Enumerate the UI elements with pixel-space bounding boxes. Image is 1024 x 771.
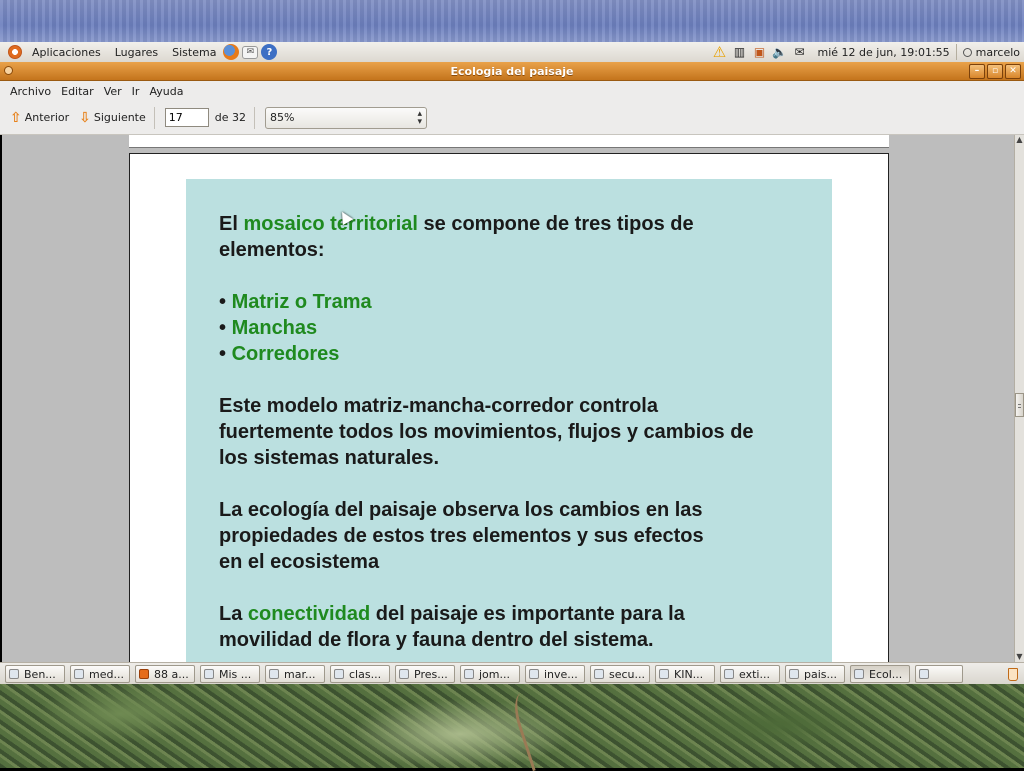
help-icon[interactable]: ? xyxy=(261,44,277,60)
slide-line: movilidad de flora y fauna dentro del sistema. xyxy=(219,629,654,651)
clock[interactable]: mié 12 de jun, 19:01:55 xyxy=(817,45,950,59)
slide-line: los sistemas naturales. xyxy=(219,447,440,469)
scroll-down-icon[interactable]: ▼ xyxy=(1016,652,1023,661)
updown-chevron-icon: ▴ ▾ xyxy=(417,108,423,127)
bullet-item: • Manchas xyxy=(219,317,318,339)
window-icon xyxy=(789,669,799,679)
slide-line xyxy=(219,211,819,237)
minimize-button[interactable]: – xyxy=(969,64,985,79)
arrow-up-icon: ⇧ xyxy=(10,109,22,126)
volume-icon[interactable]: 🔈 xyxy=(772,45,787,59)
applications-menu[interactable]: Aplicaciones xyxy=(32,45,101,59)
window-menu-icon[interactable] xyxy=(4,66,13,75)
scroll-thumb[interactable] xyxy=(1015,393,1024,417)
desktop-wallpaper-top xyxy=(0,0,1024,42)
firefox-icon[interactable] xyxy=(223,44,239,60)
menubar xyxy=(0,81,1024,101)
window-icon xyxy=(139,669,149,679)
window-icon xyxy=(594,669,604,679)
taskbar-item[interactable]: KIN... xyxy=(655,665,715,683)
window-icon xyxy=(724,669,734,679)
mail-notification-icon[interactable]: ✉ xyxy=(794,45,805,59)
window-icon xyxy=(269,669,279,679)
zoom-select[interactable] xyxy=(265,107,427,129)
menu-ir[interactable]: Ir xyxy=(131,84,140,98)
update-icon[interactable]: ▣ xyxy=(753,45,766,59)
slide-line: propiedades de estos tres elementos y sus efectos xyxy=(219,525,704,547)
window-icon xyxy=(659,669,669,679)
taskbar-item[interactable]: pais... xyxy=(785,665,845,683)
menu-ayuda[interactable]: Ayuda xyxy=(149,84,184,98)
panel-tray xyxy=(707,42,1024,62)
scroll-up-icon[interactable]: ▲ xyxy=(1016,135,1023,144)
maximize-button[interactable]: ▫ xyxy=(987,64,1003,79)
ubuntu-logo-icon[interactable] xyxy=(8,45,22,59)
network-icon[interactable]: ▥ xyxy=(733,45,746,59)
taskbar-item[interactable]: med... xyxy=(70,665,130,683)
document-view[interactable] xyxy=(2,135,1014,662)
toolbar-separator xyxy=(154,107,155,129)
toolbar xyxy=(0,101,1024,135)
text-run: se compone de tres tipos de xyxy=(417,213,694,235)
user-status-icon xyxy=(963,48,972,57)
slide xyxy=(186,179,832,662)
window-icon xyxy=(334,669,344,679)
slide-line: La ecología del paisaje observa los cambios en las xyxy=(219,499,703,521)
panel-separator xyxy=(956,44,957,60)
taskbar-item[interactable]: inve... xyxy=(525,665,585,683)
window-icon xyxy=(529,669,539,679)
window-icon xyxy=(854,669,864,679)
bullet-item: • Matriz o Trama xyxy=(219,291,372,313)
previous-page-edge xyxy=(129,135,889,148)
slide-line: La conectividad del paisaje es importante para la xyxy=(219,603,685,625)
menu-archivo[interactable]: Archivo xyxy=(10,84,52,98)
window-icon xyxy=(9,669,19,679)
top-panel xyxy=(0,42,1024,63)
document-page xyxy=(129,153,889,662)
taskbar-item[interactable]: clas... xyxy=(330,665,390,683)
slide-line: en el ecosistema xyxy=(219,551,380,573)
next-page-button[interactable] xyxy=(79,110,146,126)
warning-icon[interactable]: ⚠ xyxy=(712,43,727,61)
page-number-input[interactable] xyxy=(165,108,209,127)
slide-line: fuertemente todos los movimientos, flujos y cambios de xyxy=(219,421,754,443)
taskbar-item[interactable]: 88 a... xyxy=(135,665,195,683)
taskbar-item[interactable]: mar... xyxy=(265,665,325,683)
taskbar-item[interactable] xyxy=(915,665,963,683)
window-titlebar[interactable] xyxy=(0,62,1024,81)
places-menu[interactable]: Lugares xyxy=(114,45,159,59)
system-menu[interactable]: Sistema xyxy=(172,45,217,59)
window-icon xyxy=(204,669,214,679)
highlight-conectividad: conectividad xyxy=(247,603,371,625)
taskbar-item-active[interactable]: Ecol... xyxy=(850,665,910,683)
menu-editar[interactable]: Editar xyxy=(61,84,94,98)
slide-text xyxy=(219,211,819,653)
bullet-item: • Corredores xyxy=(219,343,340,365)
previous-page-label: Anterior xyxy=(24,111,70,124)
user-menu[interactable] xyxy=(963,46,1024,59)
window-icon xyxy=(919,669,929,679)
desktop-wallpaper-bottom xyxy=(0,684,1024,768)
vertical-scrollbar[interactable] xyxy=(1014,135,1024,662)
menu-ver[interactable]: Ver xyxy=(103,84,122,98)
highlight-mosaico: mosaico territorial xyxy=(243,213,418,235)
text-run: El xyxy=(219,213,244,235)
window-controls xyxy=(967,64,1021,79)
arrow-down-icon: ⇩ xyxy=(79,109,91,126)
window-icon xyxy=(74,669,84,679)
mail-client-icon[interactable]: ✉ xyxy=(242,46,258,59)
trash-icon[interactable] xyxy=(1008,668,1018,681)
taskbar-item[interactable]: Mis ... xyxy=(200,665,260,683)
close-button[interactable]: ✕ xyxy=(1005,64,1021,79)
window-title: Ecologia del paisaje xyxy=(450,64,574,78)
toolbar-separator xyxy=(254,107,255,129)
zoom-value: 85% xyxy=(270,111,295,124)
taskbar-item[interactable]: Pres... xyxy=(395,665,455,683)
previous-page-button[interactable] xyxy=(10,110,69,126)
taskbar-item[interactable]: exti... xyxy=(720,665,780,683)
taskbar-item[interactable]: secu... xyxy=(590,665,650,683)
slide-line: Este modelo matriz-mancha-corredor controla xyxy=(219,395,658,417)
taskbar-item[interactable]: jom... xyxy=(460,665,520,683)
bottom-taskbar xyxy=(0,662,1024,685)
page-total-label: de 32 xyxy=(214,111,247,124)
next-page-label: Siguiente xyxy=(93,111,146,124)
slide-line: elementos: xyxy=(219,239,325,261)
user-name: marcelo xyxy=(975,45,1020,59)
taskbar-item[interactable]: Ben... xyxy=(5,665,65,683)
window-icon xyxy=(399,669,409,679)
window-icon xyxy=(464,669,474,679)
